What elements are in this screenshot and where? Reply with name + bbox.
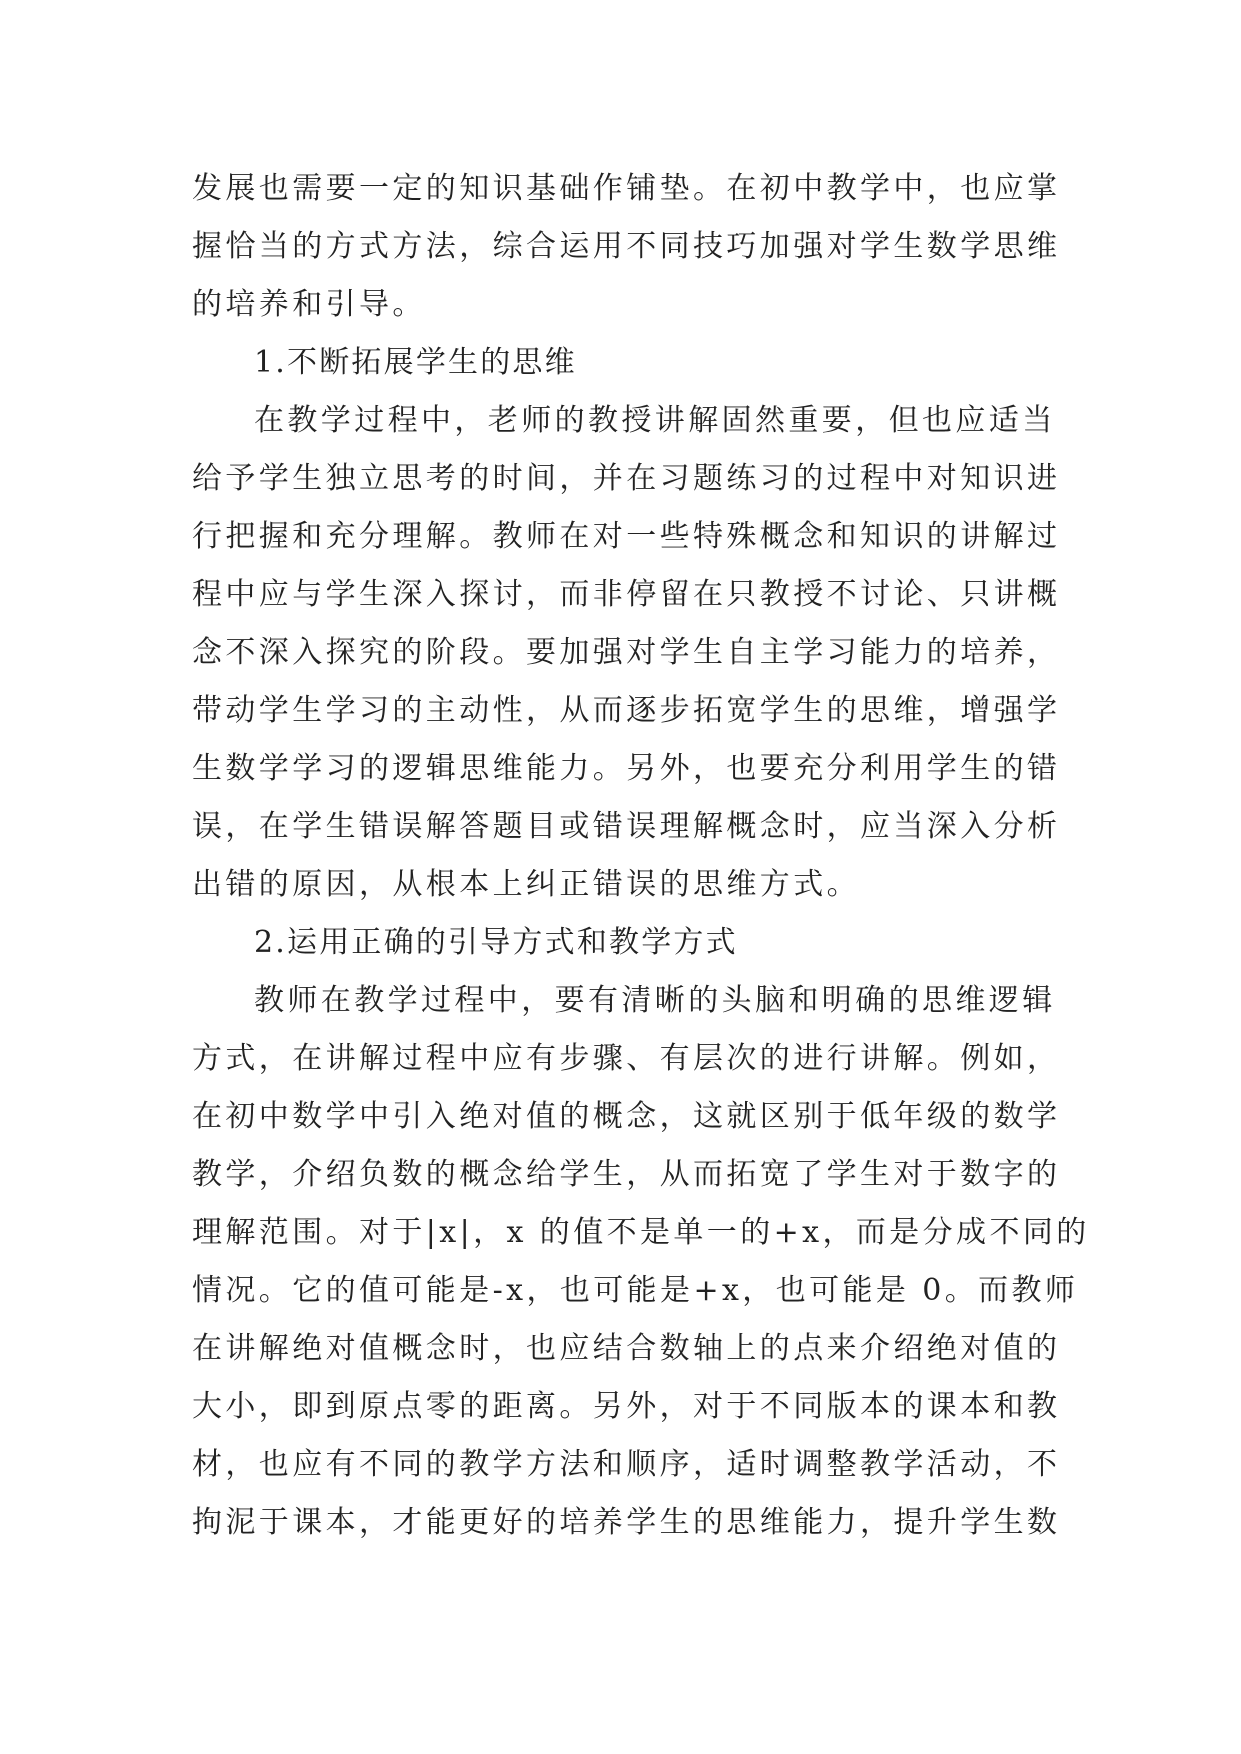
paragraph-line: 教师在教学过程中，要有清晰的头脑和明确的思维逻辑 <box>254 983 1056 1018</box>
paragraph-line: 材，也应有不同的教学方法和顺序，适时调整教学活动，不 <box>192 1447 1061 1482</box>
paragraph-line: 程中应与学生深入探讨，而非停留在只教授不讨论、只讲概 <box>192 577 1061 612</box>
paragraph-line: 在初中数学中引入绝对值的概念，这就区别于低年级的数学 <box>192 1099 1061 1134</box>
paragraph-line: 情况。它的值可能是-x，也可能是+x，也可能是 0。而教师 <box>192 1273 1079 1308</box>
document-body <box>192 160 1090 1552</box>
paragraph-line: 带动学生学习的主动性，从而逐步拓宽学生的思维，增强学 <box>192 693 1061 728</box>
paragraph-line: 发展也需要一定的知识基础作铺垫。在初中教学中，也应掌 <box>192 171 1061 206</box>
paragraph-line: 理解范围。对于|x|，x 的值不是单一的+x，而是分成不同的 <box>192 1215 1090 1250</box>
paragraph-line: 方式，在讲解过程中应有步骤、有层次的进行讲解。例如， <box>192 1041 1061 1076</box>
paragraph-line: 生数学学习的逻辑思维能力。另外，也要充分利用学生的错 <box>192 751 1061 786</box>
paragraph-line: 在讲解绝对值概念时，也应结合数轴上的点来介绍绝对值的 <box>192 1331 1061 1366</box>
paragraph-line: 拘泥于课本，才能更好的培养学生的思维能力，提升学生数 <box>192 1505 1061 1540</box>
section-heading: 2.运用正确的引导方式和教学方式 <box>254 925 738 960</box>
paragraph-line: 教学，介绍负数的概念给学生，从而拓宽了学生对于数字的 <box>192 1157 1061 1192</box>
paragraph-line: 念不深入探究的阶段。要加强对学生自主学习能力的培养， <box>192 635 1061 670</box>
paragraph-line: 的培养和引导。 <box>192 287 426 322</box>
paragraph-line: 行把握和充分理解。教师在对一些特殊概念和知识的讲解过 <box>192 519 1061 554</box>
paragraph-line: 握恰当的方式方法，综合运用不同技巧加强对学生数学思维 <box>192 229 1061 264</box>
paragraph-line: 出错的原因，从根本上纠正错误的思维方式。 <box>192 867 860 902</box>
paragraph-line: 在教学过程中，老师的教授讲解固然重要，但也应适当 <box>254 403 1056 438</box>
paragraph-line: 大小，即到原点零的距离。另外，对于不同版本的课本和教 <box>192 1389 1061 1424</box>
paragraph-line: 给予学生独立思考的时间，并在习题练习的过程中对知识进 <box>192 461 1061 496</box>
paragraph-line: 误，在学生错误解答题目或错误理解概念时，应当深入分析 <box>192 809 1061 844</box>
section-heading: 1.不断拓展学生的思维 <box>254 345 577 380</box>
